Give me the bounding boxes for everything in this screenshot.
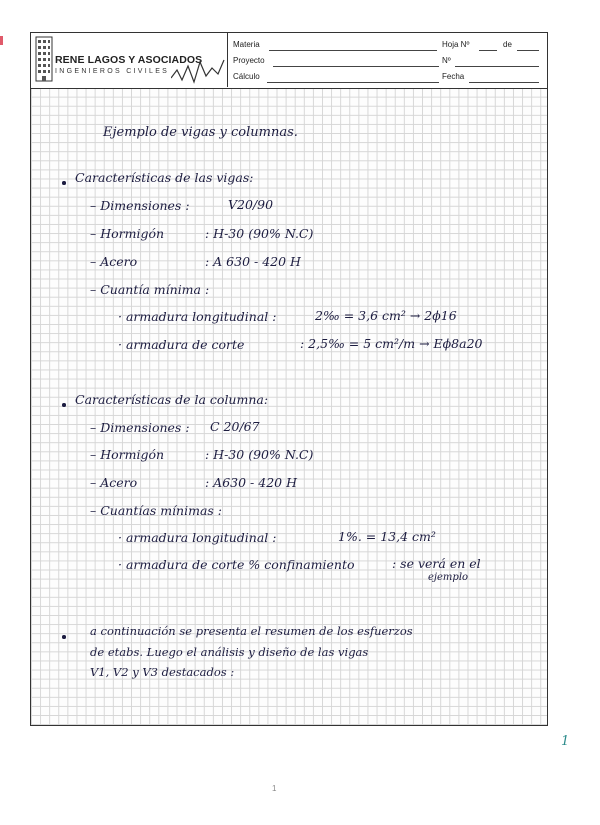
columnas-dim-label: – Dimensiones : (90, 420, 190, 435)
fecha-label: Fecha (442, 72, 465, 81)
vigas-cuantia-label: – Cuantía mínima : (90, 282, 210, 297)
num-line[interactable] (455, 66, 539, 67)
vigas-acero-value: : A 630 - 420 H (205, 254, 301, 269)
columnas-acero-value: : A630 - 420 H (205, 475, 297, 490)
vigas-long-label: · armadura longitudinal : (118, 309, 277, 324)
bullet-vigas (62, 181, 66, 185)
building-logo-icon (35, 36, 53, 82)
vigas-acero-label: – Acero (90, 254, 138, 269)
columnas-corte-value-2: ejemplo (428, 572, 469, 583)
vigas-dim-value: V20/90 (228, 197, 274, 212)
columnas-dim-value: C 20/67 (210, 419, 260, 434)
vigas-hormigon-value: : H-30 (90% N.C) (205, 226, 314, 241)
vigas-corte-label: · armadura de corte (118, 337, 245, 352)
vigas-hormigon-label: – Hormigón (90, 226, 165, 241)
hoja-line[interactable] (479, 50, 497, 51)
field-row-calculo (231, 69, 549, 85)
columnas-cuantia-label: – Cuantías mínimas : (90, 503, 223, 518)
vigas-long-value: 2‰ = 3,6 cm² → 2ϕ16 (315, 308, 457, 323)
field-row-materia (231, 37, 549, 53)
company-name: RENE LAGOS Y ASOCIADOS (55, 54, 203, 66)
materia-label: Materia (233, 40, 260, 49)
fecha-line[interactable] (469, 82, 539, 83)
bullet-continuacion (62, 635, 66, 639)
page-number: 1 (561, 734, 570, 749)
continuacion-line-3: V1, V2 y V3 destacados : (90, 665, 235, 679)
proyecto-label: Proyecto (233, 56, 265, 65)
continuacion-line-2: de etabs. Luego el análisis y diseño de las vigas (90, 645, 369, 659)
left-edge-mark (0, 36, 3, 45)
columnas-corte-value: : se verá en el (392, 556, 481, 571)
vigas-heading: Características de las vigas: (75, 170, 254, 185)
columnas-long-label: · armadura longitudinal : (118, 530, 277, 545)
columnas-corte-label: · armadura de corte % confinamiento (118, 557, 355, 572)
company-subtitle: INGENIEROS CIVILES (55, 68, 170, 75)
num-label: Nº (442, 56, 451, 65)
de-label: de (503, 40, 512, 49)
field-row-proyecto (231, 53, 549, 69)
columnas-hormigon-label: – Hormigón (90, 447, 165, 462)
columnas-hormigon-value: : H-30 (90% N.C) (205, 447, 314, 462)
columnas-heading: Características de la columna: (75, 392, 269, 407)
footer-mark: 1 (272, 784, 277, 793)
columnas-long-value: 1%. = 13,4 cm² (338, 529, 436, 544)
bullet-columnas (62, 403, 66, 407)
calculo-line[interactable] (267, 82, 439, 83)
company-logo-block (31, 33, 228, 87)
hoja-label: Hoja Nº (442, 40, 470, 49)
materia-line[interactable] (269, 50, 437, 51)
header-fields (231, 33, 549, 87)
de-line[interactable] (517, 50, 539, 51)
proyecto-line[interactable] (273, 66, 439, 67)
sheet-header (30, 32, 548, 89)
vigas-corte-value: : 2,5‰ = 5 cm²/m → Eϕ8a20 (300, 336, 483, 351)
columnas-acero-label: – Acero (90, 475, 138, 490)
vigas-dim-label: – Dimensiones : (90, 198, 190, 213)
calculo-label: Cálculo (233, 72, 260, 81)
continuacion-line-1: a continuación se presenta el resumen de los esfuerzos (90, 624, 413, 638)
notes-title: Ejemplo de vigas y columnas. (103, 125, 298, 140)
zigzag-logo-icon (171, 58, 225, 84)
